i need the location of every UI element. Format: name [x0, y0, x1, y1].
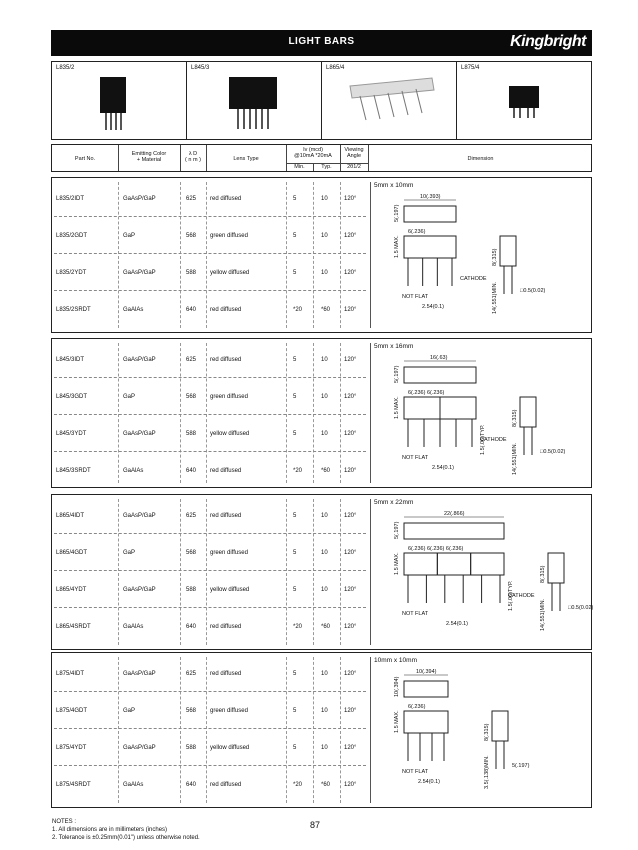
cell-typ: 10 — [321, 708, 328, 714]
cell-wl: 588 — [186, 587, 197, 593]
height-dimension: 5(.197) — [394, 365, 400, 383]
cell-min: 5 — [293, 357, 297, 363]
cell-material: GaAlAs — [123, 468, 144, 474]
cell-typ: *60 — [321, 782, 331, 788]
width-dimension: 16(.63) — [430, 355, 448, 361]
table-row — [52, 745, 368, 755]
photo-label: L845/3 — [191, 65, 210, 71]
cell-lens: red diffused — [210, 196, 242, 202]
cell-typ: 10 — [321, 196, 328, 202]
cell-part: L835/2SRDT — [56, 307, 91, 313]
table-row — [52, 196, 368, 206]
l875-photo-icon — [457, 62, 591, 139]
dimension-drawing — [374, 190, 588, 330]
side-view-outline — [492, 711, 508, 741]
row-divider — [54, 451, 366, 452]
cell-angle: 120° — [344, 431, 357, 437]
cell-wl: 568 — [186, 708, 197, 714]
photo-label: L835/2 — [56, 65, 75, 71]
pitch-dimension: 2.54(0.1) — [418, 779, 441, 785]
table-row — [52, 624, 368, 634]
cell-part: L845/3SRDT — [56, 468, 91, 474]
dimension-separator — [370, 499, 371, 645]
cell-lens: green diffused — [210, 394, 248, 400]
header-typ: Typ. — [321, 164, 332, 170]
cell-wl: 640 — [186, 307, 197, 313]
row-divider — [54, 377, 366, 378]
page-number: 87 — [310, 820, 321, 830]
photo-label: L875/4 — [461, 65, 480, 71]
cathode-label: CATHODE — [508, 593, 535, 599]
front-view-segment — [440, 397, 476, 419]
table-row — [52, 431, 368, 441]
cell-angle: 120° — [344, 745, 357, 751]
cell-wl: 625 — [186, 513, 197, 519]
dimension-title: 5mm x 16mm — [374, 343, 414, 350]
pin-width-dimension: 5(.197) — [512, 763, 530, 769]
side-view-outline — [500, 236, 516, 266]
table-row — [52, 394, 368, 404]
front-view-segment — [404, 553, 437, 575]
side-view-outline — [520, 397, 536, 427]
height-dimension: 5(.197) — [394, 521, 400, 539]
lead-length-dimension: 14(.551)MIN. — [512, 442, 518, 475]
cell-min: 5 — [293, 708, 297, 714]
cell-typ: 10 — [321, 671, 328, 677]
spec-group — [51, 652, 592, 808]
segment-dimension: 6(.236) — [408, 704, 426, 710]
header-lambda-unit: ( n m ) — [185, 157, 201, 164]
body-height-dimension: 8(.315) — [512, 409, 518, 427]
table-row — [52, 233, 368, 243]
spec-group — [51, 338, 592, 488]
cell-wl: 588 — [186, 745, 197, 751]
cell-material: GaP — [123, 708, 136, 714]
dimension-separator — [370, 182, 371, 328]
cell-material: GaAlAs — [123, 624, 144, 630]
lead-length-dimension: 3.5(.138)MIN. — [484, 755, 490, 789]
cell-typ: *60 — [321, 468, 331, 474]
header-lens-type: Lens Type — [233, 156, 259, 162]
pin-spacing-dimension: 1.5(.06)TYP. — [480, 424, 486, 455]
cell-part: L835/2GDT — [56, 233, 88, 239]
cell-angle: 120° — [344, 270, 357, 276]
photo-cell-l865 — [322, 62, 457, 139]
row-divider — [54, 253, 366, 254]
pitch-dimension: 2.54(0.1) — [432, 465, 455, 471]
spec-group — [51, 177, 592, 333]
l845-photo-icon — [187, 62, 321, 139]
row-divider — [54, 607, 366, 608]
table-row — [52, 587, 368, 597]
top-view-outline — [404, 523, 504, 539]
cell-typ: *60 — [321, 624, 331, 630]
table-row — [52, 671, 368, 681]
width-dimension: 10(.393) — [420, 194, 441, 200]
l835-photo-icon — [52, 62, 186, 139]
cell-part: L845/3GDT — [56, 394, 88, 400]
body-height-dimension: 8(.315) — [492, 248, 498, 266]
segment-dimension: 6(.236) 6(.236) 6(.236) — [408, 546, 464, 552]
cell-angle: 120° — [344, 550, 357, 556]
not-flat-label: NOT FLAT — [402, 294, 429, 300]
cell-material: GaAsP/GaP — [123, 587, 156, 593]
header-iv — [286, 147, 340, 160]
cell-angle: 120° — [344, 708, 357, 714]
cell-min: *20 — [293, 624, 303, 630]
cell-part: L865/4IDT — [56, 513, 85, 519]
cell-wl: 625 — [186, 357, 197, 363]
header-viewing-angle — [340, 147, 368, 160]
side-view-outline — [548, 553, 564, 583]
lead-length-dimension: 14(.551)MIN. — [492, 281, 498, 314]
front-view-segment — [404, 711, 448, 733]
cell-wl: 640 — [186, 624, 197, 630]
cell-lens: red diffused — [210, 671, 242, 677]
dimension-separator — [370, 657, 371, 803]
cell-typ: 10 — [321, 745, 328, 751]
cell-lens: red diffused — [210, 468, 242, 474]
table-row — [52, 468, 368, 478]
cell-material: GaAsP/GaP — [123, 196, 156, 202]
front-view-segment — [471, 553, 504, 575]
front-view-segment — [404, 397, 440, 419]
table-row — [52, 357, 368, 367]
cell-wl: 588 — [186, 431, 197, 437]
cell-lens: yellow diffused — [210, 587, 250, 593]
height-dimension: 10(.394) — [394, 676, 400, 697]
cell-lens: red diffused — [210, 782, 242, 788]
cell-typ: 10 — [321, 431, 328, 437]
row-divider — [54, 216, 366, 217]
cell-angle: 120° — [344, 468, 357, 474]
body-height-dimension: 8(.315) — [484, 723, 490, 741]
cell-angle: 120° — [344, 394, 357, 400]
cell-typ: 10 — [321, 357, 328, 363]
cell-part: L845/3IDT — [56, 357, 85, 363]
cell-lens: green diffused — [210, 233, 248, 239]
cell-angle: 120° — [344, 782, 357, 788]
cell-material: GaAsP/GaP — [123, 513, 156, 519]
header-emitting-color-label: Emitting Color — [131, 151, 167, 157]
not-flat-label: NOT FLAT — [402, 611, 429, 617]
cell-wl: 640 — [186, 782, 197, 788]
cell-angle: 120° — [344, 513, 357, 519]
cell-part: L875/4IDT — [56, 671, 85, 677]
brand-logo: Kingbright — [510, 33, 586, 50]
table-header — [51, 144, 592, 172]
cell-typ: 10 — [321, 513, 328, 519]
header-two-theta: 2θ1/2 — [347, 164, 361, 170]
dimension-drawing — [374, 507, 594, 647]
table-row — [52, 513, 368, 523]
cell-min: 5 — [293, 745, 297, 751]
table-row — [52, 270, 368, 280]
row-divider — [54, 765, 366, 766]
row-divider — [54, 691, 366, 692]
not-flat-label: NOT FLAT — [402, 455, 429, 461]
cell-part: L875/4YDT — [56, 745, 87, 751]
table-row — [52, 307, 368, 317]
page-title: LIGHT BARS — [288, 36, 355, 47]
cell-typ: 10 — [321, 394, 328, 400]
cell-lens: green diffused — [210, 550, 248, 556]
cathode-label: CATHODE — [460, 276, 487, 282]
cell-part: L835/2IDT — [56, 196, 85, 202]
header-viewing-label: Viewing — [344, 147, 364, 153]
cell-lens: red diffused — [210, 624, 242, 630]
header-iv-label: Iv (mcd) — [303, 147, 323, 153]
table-row — [52, 708, 368, 718]
cell-angle: 120° — [344, 624, 357, 630]
cell-typ: *60 — [321, 307, 331, 313]
cell-min: *20 — [293, 468, 303, 474]
cell-wl: 568 — [186, 550, 197, 556]
cell-lens: yellow diffused — [210, 270, 250, 276]
pin-length-dimension: 1.5 MAX. — [394, 235, 400, 258]
header-dimension: Dimension — [467, 156, 494, 162]
photo-label: L865/4 — [326, 65, 345, 71]
cell-part: L865/4GDT — [56, 550, 88, 556]
cell-min: *20 — [293, 307, 303, 313]
header-part-no: Part No. — [74, 156, 96, 162]
pitch-dimension: 2.54(0.1) — [446, 621, 469, 627]
photo-cell-l835 — [52, 62, 187, 139]
segment-dimension: 6(.236) 6(.236) — [408, 390, 445, 396]
header-material-label: + Material — [136, 157, 162, 164]
photo-cell-l845 — [187, 62, 322, 139]
segment-dimension: 6(.236) — [408, 229, 426, 235]
cell-lens: yellow diffused — [210, 745, 250, 751]
cell-typ: 10 — [321, 587, 328, 593]
top-view-outline — [404, 681, 448, 697]
cathode-label: CATHODE — [480, 437, 507, 443]
photo-cell-l875 — [457, 62, 591, 139]
cell-angle: 120° — [344, 196, 357, 202]
cell-part: L865/4SRDT — [56, 624, 91, 630]
not-flat-label: NOT FLAT — [402, 769, 429, 775]
header-iv-condition: @10mA *20mA — [294, 153, 332, 160]
cell-material: GaP — [123, 233, 136, 239]
front-view-segment — [437, 553, 470, 575]
title-banner — [51, 30, 592, 56]
cell-lens: yellow diffused — [210, 431, 250, 437]
pin-width-dimension: □0.5(0.02) — [568, 605, 594, 611]
pitch-dimension: 2.54(0.1) — [422, 304, 445, 310]
cell-angle: 120° — [344, 233, 357, 239]
l865-photo-icon — [322, 62, 456, 139]
lead-length-dimension: 14(.551)MIN. — [540, 598, 546, 631]
width-dimension: 10(.394) — [416, 669, 437, 675]
cell-angle: 120° — [344, 671, 357, 677]
header-emitting-color — [118, 151, 180, 164]
cell-typ: 10 — [321, 270, 328, 276]
pin-length-dimension: 1.5 MAX. — [394, 710, 400, 733]
cell-material: GaAsP/GaP — [123, 357, 156, 363]
cell-material: GaP — [123, 550, 136, 556]
row-divider — [54, 570, 366, 571]
pin-width-dimension: □0.5(0.02) — [540, 449, 566, 455]
row-divider — [54, 290, 366, 291]
cell-min: 5 — [293, 394, 297, 400]
cell-part: L875/4SRDT — [56, 782, 91, 788]
cell-wl: 568 — [186, 233, 197, 239]
cell-wl: 625 — [186, 671, 197, 677]
cell-material: GaAsP/GaP — [123, 671, 156, 677]
cell-material: GaAlAs — [123, 307, 144, 313]
cell-min: 5 — [293, 270, 297, 276]
cell-lens: red diffused — [210, 307, 242, 313]
cell-lens: green diffused — [210, 708, 248, 714]
pin-length-dimension: 1.5 MAX. — [394, 552, 400, 575]
cell-typ: 10 — [321, 233, 328, 239]
body-height-dimension: 8(.315) — [540, 565, 546, 583]
cell-part: L835/2YDT — [56, 270, 87, 276]
cell-min: 5 — [293, 671, 297, 677]
row-divider — [54, 728, 366, 729]
cell-min: *20 — [293, 782, 303, 788]
cell-min: 5 — [293, 587, 297, 593]
dimension-title: 10mm x 10mm — [374, 657, 417, 664]
notes-title: NOTES : — [52, 819, 77, 825]
cell-lens: red diffused — [210, 357, 242, 363]
cell-angle: 120° — [344, 307, 357, 313]
cell-wl: 568 — [186, 394, 197, 400]
top-view-outline — [404, 206, 456, 222]
cell-material: GaAsP/GaP — [123, 745, 156, 751]
table-row — [52, 550, 368, 560]
note-2: 2. Tolerance is ±0.25mm(0.01") unless otherwise noted. — [52, 835, 200, 842]
cell-wl: 588 — [186, 270, 197, 276]
pin-spacing-dimension: 1.5(.06)TYP. — [508, 580, 514, 611]
header-lambda-label: λ D — [188, 151, 198, 157]
pin-length-dimension: 1.5 MAX. — [394, 396, 400, 419]
notes — [52, 818, 200, 842]
product-photo-strip — [51, 61, 592, 140]
header-angle-label: Angle — [346, 153, 362, 160]
dimension-separator — [370, 343, 371, 483]
row-divider — [54, 533, 366, 534]
cell-angle: 120° — [344, 357, 357, 363]
cell-min: 5 — [293, 196, 297, 202]
top-view-outline — [404, 367, 476, 383]
cell-material: GaAsP/GaP — [123, 270, 156, 276]
cell-material: GaAlAs — [123, 782, 144, 788]
cell-part: L875/4GDT — [56, 708, 88, 714]
height-dimension: 5(.197) — [394, 204, 400, 222]
width-dimension: 22(.866) — [444, 511, 465, 517]
cell-part: L865/4YDT — [56, 587, 87, 593]
pin-width-dimension: □0.5(0.02) — [520, 288, 546, 294]
cell-part: L845/3YDT — [56, 431, 87, 437]
spec-group — [51, 494, 592, 650]
cell-lens: red diffused — [210, 513, 242, 519]
note-1: 1. All dimensions are in millimeters (inches) — [52, 827, 168, 834]
cell-min: 5 — [293, 550, 297, 556]
cell-typ: 10 — [321, 550, 328, 556]
header-lambda — [180, 151, 206, 164]
cell-wl: 625 — [186, 196, 197, 202]
dimension-drawing — [374, 351, 588, 485]
dimension-drawing — [374, 665, 588, 805]
dimension-title: 5mm x 22mm — [374, 499, 414, 506]
cell-min: 5 — [293, 233, 297, 239]
cell-angle: 120° — [344, 587, 357, 593]
cell-min: 5 — [293, 431, 297, 437]
cell-material: GaAsP/GaP — [123, 431, 156, 437]
cell-wl: 640 — [186, 468, 197, 474]
row-divider — [54, 414, 366, 415]
dimension-title: 5mm x 10mm — [374, 182, 414, 189]
cell-material: GaP — [123, 394, 136, 400]
table-row — [52, 782, 368, 792]
cell-min: 5 — [293, 513, 297, 519]
header-min: Min. — [294, 164, 305, 170]
front-view-segment — [404, 236, 456, 258]
